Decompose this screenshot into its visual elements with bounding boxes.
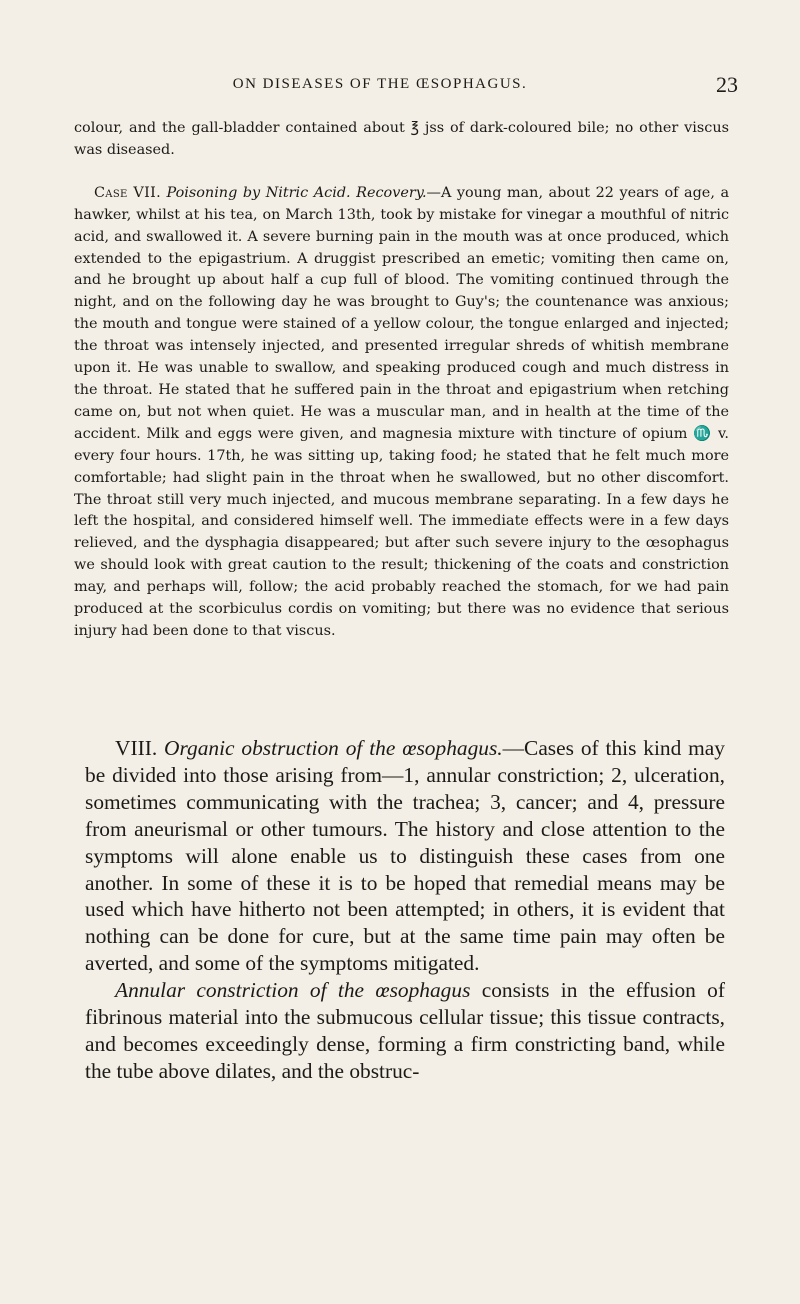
intro-paragraph bbox=[74, 118, 729, 162]
section-title: Organic obstruction of the œsophagus. bbox=[164, 736, 503, 760]
case-body: —A young man, about 22 years of age, a hawker, whilst at his tea, on March 13th, took by mistake for vinegar a mouthful of nitric acid, and swallowed it. A severe burning pain in the mouth was at once produced, which extended to the epigastrium. A druggist prescribed an emetic; vomiting then came on, and he brought up about half a cup full of blood. The vomiting continued through the night, and on the following day he was brought to Guy's; the countenance was anxious; the mouth and tongue were stained of a yellow colour, the tongue enlarged and injected; the throat was intensely injected, and presented irregular shreds of whitish membrane upon it. He was unable to swallow, and speaking produced cough and much distress in the throat. He stated that he suffered pain in the throat and epigastrium when retching came on, but not when quiet. He was a muscular man, and in health at the time of the accident. Milk and eggs were given, and magnesia mixture with tincture of opium ♏ v. every four hours. 17th, he was sitting up, taking food; he stated that he felt much more comfortable; had slight pain in the throat when he swallowed, but no other discomfort. The throat still very much injected, and mucous membrane separating. In a few days he left the hospital, and considered himself well. The immediate effects were in a few days relieved, and the dysphagia disappeared; but after such severe injury to the œsophagus we should look with great caution to the result; thickening of the coats and constriction may, and perhaps will, follow; the acid probably reached the stomach, for we had pain produced at the scorbiculus cordis on vomiting; but there was no evidence that serious injury had been done to that viscus. bbox=[74, 184, 730, 639]
case-label: Case VII. bbox=[94, 184, 161, 201]
section-body: —Cases of this kind may be divided into those arising from—1, annular constriction; 2, ulceration, sometimes communicating with the trachea; 3, cancer; and 4, pressure from aneurismal or other tumours. The history and close attention to the symptoms will alone enable us to distinguish these cases from one another. In some of these it is to be hoped that remedial means may be used which have hitherto not been attempted; in others, it is evident that nothing can be done for cure, but at the same time pain may often be averted, and some of the symptoms mitigated. bbox=[85, 736, 725, 976]
case-paragraph bbox=[74, 183, 729, 643]
page-header bbox=[62, 72, 738, 100]
running-head: ON DISEASES OF THE ŒSOPHAGUS. bbox=[232, 76, 528, 92]
annular-title: Annular constriction of the œsophagus bbox=[115, 978, 471, 1003]
annular-paragraph bbox=[85, 977, 725, 1085]
case-title: Poisoning by Nitric Acid. Recovery. bbox=[166, 184, 427, 201]
annular-body: consists in the effusion of fibrinous material into the submucous cellular tissue; this tissue contracts, and becomes exceedingly dense, forming a firm constricting band, while the tube above dilates, and the obstruc- bbox=[85, 978, 725, 1083]
section-paragraph bbox=[85, 735, 725, 977]
large-print-block bbox=[85, 735, 725, 1085]
small-print-block bbox=[74, 118, 729, 643]
section-number: VIII. bbox=[115, 736, 158, 760]
page-number: 23 bbox=[716, 72, 738, 97]
intro-text: colour, and the gall-bladder contained about ℥ jss of dark-coloured bile; no other viscus was diseased. bbox=[74, 120, 729, 158]
